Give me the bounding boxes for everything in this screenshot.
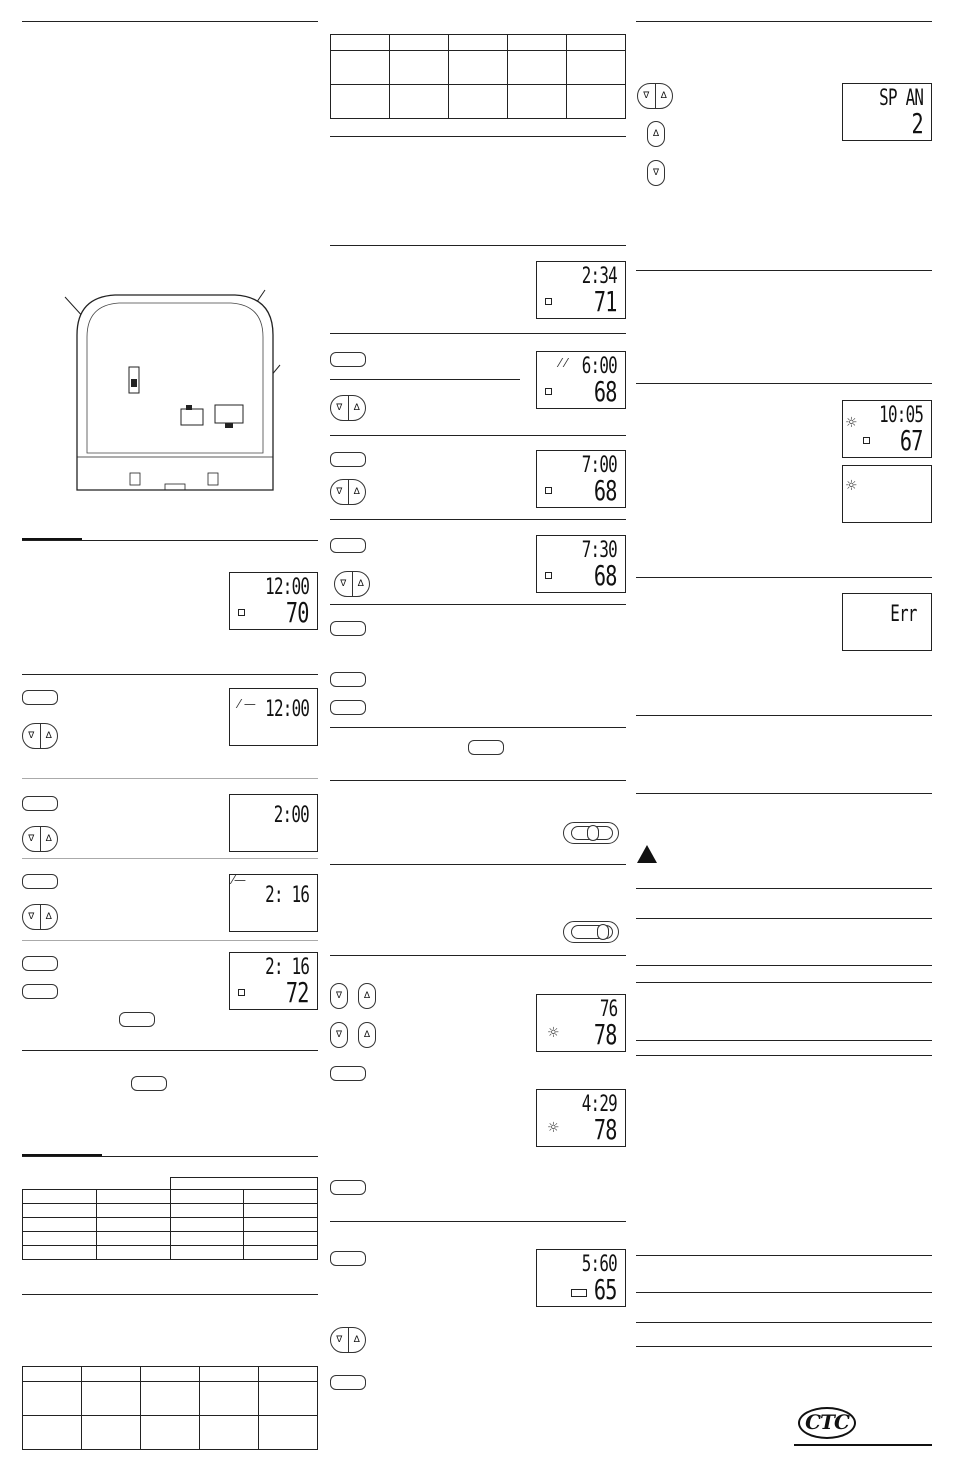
button[interactable] (330, 352, 366, 367)
down-arrow-icon: ∇ (331, 480, 349, 504)
lcd-line2: 68 (594, 375, 617, 408)
lcd-line1: 2:34 (581, 264, 617, 289)
logo-underline (794, 1444, 932, 1446)
lcd-line1: 10:05 (878, 403, 923, 428)
button[interactable] (330, 672, 366, 687)
rule (22, 778, 318, 779)
lcd-display (229, 572, 318, 630)
rule (636, 918, 932, 919)
mode-indicator-icon (545, 572, 552, 579)
rule (330, 1221, 626, 1222)
button[interactable] (468, 740, 504, 755)
button[interactable] (330, 452, 366, 467)
lcd-display (536, 1089, 626, 1147)
up-down-rocker-button[interactable] (334, 571, 370, 597)
down-arrow-icon: ∇ (638, 84, 656, 108)
lcd-line2: 2 (911, 107, 923, 140)
up-down-rocker-button[interactable] (330, 479, 366, 505)
warning-triangle-icon (636, 844, 658, 864)
lcd-display (536, 535, 626, 593)
lcd-line1: 12:00 (264, 697, 309, 722)
rule (636, 1346, 932, 1347)
rule (636, 888, 932, 889)
lcd-line2: 67 (900, 424, 923, 457)
rule (636, 793, 932, 794)
rule (22, 674, 318, 675)
lcd-display (842, 400, 932, 458)
rule (330, 435, 626, 436)
switch-knob[interactable] (597, 924, 609, 940)
up-arrow-icon: ∆ (353, 403, 360, 413)
mode-indicator-icon (571, 1289, 587, 1297)
lcd-line1: 2:00 (273, 803, 309, 828)
lcd-display (536, 994, 626, 1052)
lcd-display (536, 450, 626, 508)
rule (330, 245, 626, 246)
button[interactable] (330, 1066, 366, 1081)
button[interactable] (330, 538, 366, 553)
down-button[interactable] (330, 983, 348, 1009)
up-down-rocker-button[interactable] (330, 1327, 366, 1353)
up-arrow-icon: ∆ (45, 912, 52, 922)
rule (22, 1156, 318, 1157)
lcd-display (536, 261, 626, 319)
company-logo (798, 1407, 858, 1441)
rule (636, 982, 932, 983)
button[interactable] (22, 874, 58, 889)
heat-sun-icon: ☼ (845, 415, 858, 431)
rule (22, 21, 318, 22)
down-arrow-icon: ∇ (23, 724, 41, 748)
rule (330, 864, 626, 865)
down-arrow-icon: ∇ (331, 1328, 349, 1352)
lcd-line1: 7:00 (581, 453, 617, 478)
lcd-line2: 70 (286, 596, 309, 629)
lcd-display (229, 688, 318, 746)
lcd-line1: Err (890, 602, 917, 627)
up-down-rocker-button[interactable] (330, 395, 366, 421)
down-arrow-icon: ∇ (335, 991, 343, 1001)
rule (22, 540, 318, 541)
up-arrow-icon: ∆ (660, 91, 667, 101)
rule (636, 270, 932, 271)
up-arrow-icon: ∆ (45, 834, 52, 844)
lcd-line2: 68 (594, 559, 617, 592)
up-button[interactable] (358, 1022, 376, 1048)
table (22, 1177, 318, 1260)
rule (636, 1040, 932, 1041)
table (330, 34, 626, 119)
down-button[interactable] (330, 1022, 348, 1048)
lcd-line1: 2: 16 (264, 955, 309, 980)
lcd-display (229, 874, 318, 932)
rule (330, 136, 626, 137)
button[interactable] (330, 1375, 366, 1390)
rule (330, 379, 520, 380)
up-down-rocker-button[interactable] (22, 904, 58, 930)
down-arrow-icon: ∇ (335, 572, 353, 596)
up-down-rocker-button[interactable] (637, 83, 673, 109)
button[interactable] (330, 1180, 366, 1195)
system-switch[interactable] (563, 822, 619, 844)
up-arrow-icon: ∆ (353, 1335, 360, 1345)
lcd-line2: 72 (286, 976, 309, 1009)
down-arrow-icon: ∇ (335, 1030, 343, 1040)
lcd-display (536, 1249, 626, 1307)
lcd-display (229, 794, 318, 852)
down-arrow-icon: ∇ (652, 168, 660, 178)
lcd-display (842, 83, 932, 141)
down-button[interactable] (647, 160, 665, 186)
up-arrow-icon: ∆ (652, 129, 660, 139)
rule (636, 1255, 932, 1256)
lcd-display (229, 952, 318, 1010)
button[interactable] (330, 700, 366, 715)
rule (636, 21, 932, 22)
lcd-line2: 78 (594, 1018, 617, 1051)
logo-text: CTC (805, 1410, 849, 1434)
lcd-line1: 7:30 (581, 538, 617, 563)
mode-indicator-icon (238, 609, 245, 616)
rule (636, 1292, 932, 1293)
up-down-rocker-button[interactable] (22, 826, 58, 852)
rule (22, 1294, 318, 1295)
lcd-line2: 78 (594, 1113, 617, 1146)
lcd-display (536, 351, 626, 409)
button[interactable] (22, 984, 58, 999)
cool-sun-icon: ☼ (547, 1120, 560, 1136)
lcd-line2: 65 (594, 1273, 617, 1306)
rule (330, 727, 626, 728)
rule (636, 383, 932, 384)
mode-indicator-icon (545, 388, 552, 395)
rule (330, 519, 626, 520)
up-down-rocker-button[interactable] (22, 723, 58, 749)
lcd-line2: 68 (594, 474, 617, 507)
button[interactable] (330, 621, 366, 636)
lcd-line1: 76 (599, 997, 617, 1022)
rule (330, 333, 626, 334)
up-arrow-icon: ∆ (353, 487, 360, 497)
rule (330, 780, 626, 781)
down-arrow-icon: ∇ (331, 396, 349, 420)
up-button[interactable] (647, 121, 665, 147)
up-arrow-icon: ∆ (363, 1030, 371, 1040)
up-arrow-icon: ∆ (363, 991, 371, 1001)
button[interactable] (22, 956, 58, 971)
lcd-line1: SP AN (878, 86, 923, 111)
up-button[interactable] (358, 983, 376, 1009)
rule (636, 965, 932, 966)
button[interactable] (330, 1251, 366, 1266)
rule (22, 940, 318, 941)
blink-icon: ⁄ — (238, 697, 256, 711)
up-arrow-icon: ∆ (357, 579, 364, 589)
rule (22, 1050, 318, 1051)
fan-switch[interactable] (563, 921, 619, 943)
lcd-line1: 12:00 (264, 575, 309, 600)
button[interactable] (22, 690, 58, 705)
button[interactable] (22, 796, 58, 811)
lcd-line1: 5:60 (581, 1252, 617, 1277)
rule (330, 604, 626, 605)
mode-indicator-icon (863, 437, 870, 444)
section-heading-underline (22, 1154, 102, 1156)
down-arrow-icon: ∇ (23, 827, 41, 851)
heat-sun-icon: ☼ (845, 478, 858, 494)
button[interactable] (119, 1012, 155, 1027)
switch-knob[interactable] (587, 825, 599, 841)
lcd-display (842, 593, 932, 651)
lcd-display (842, 465, 932, 523)
cool-sun-icon: ☼ (547, 1025, 560, 1041)
lcd-line1: 6:00 (581, 354, 617, 379)
mode-indicator-icon (545, 487, 552, 494)
thermostat-back-diagram (55, 285, 295, 500)
lcd-line2: 71 (594, 285, 617, 318)
up-arrow-icon: ∆ (45, 731, 52, 741)
section-heading-underline (22, 538, 82, 540)
mode-indicator-icon (238, 989, 245, 996)
rule (636, 1322, 932, 1323)
down-arrow-icon: ∇ (23, 905, 41, 929)
rule (330, 955, 626, 956)
mode-indicator-icon (545, 298, 552, 305)
lcd-line1: 2: 16 (264, 883, 309, 908)
button[interactable] (131, 1076, 167, 1091)
lcd-line1: 4:29 (581, 1092, 617, 1117)
rule (636, 577, 932, 578)
blink-icon: ⁄ ⁄ (559, 356, 567, 370)
rule (636, 715, 932, 716)
rule (22, 858, 318, 859)
rule (636, 1055, 932, 1056)
blink-icon: ⁄— (232, 873, 247, 887)
table (22, 1366, 318, 1450)
